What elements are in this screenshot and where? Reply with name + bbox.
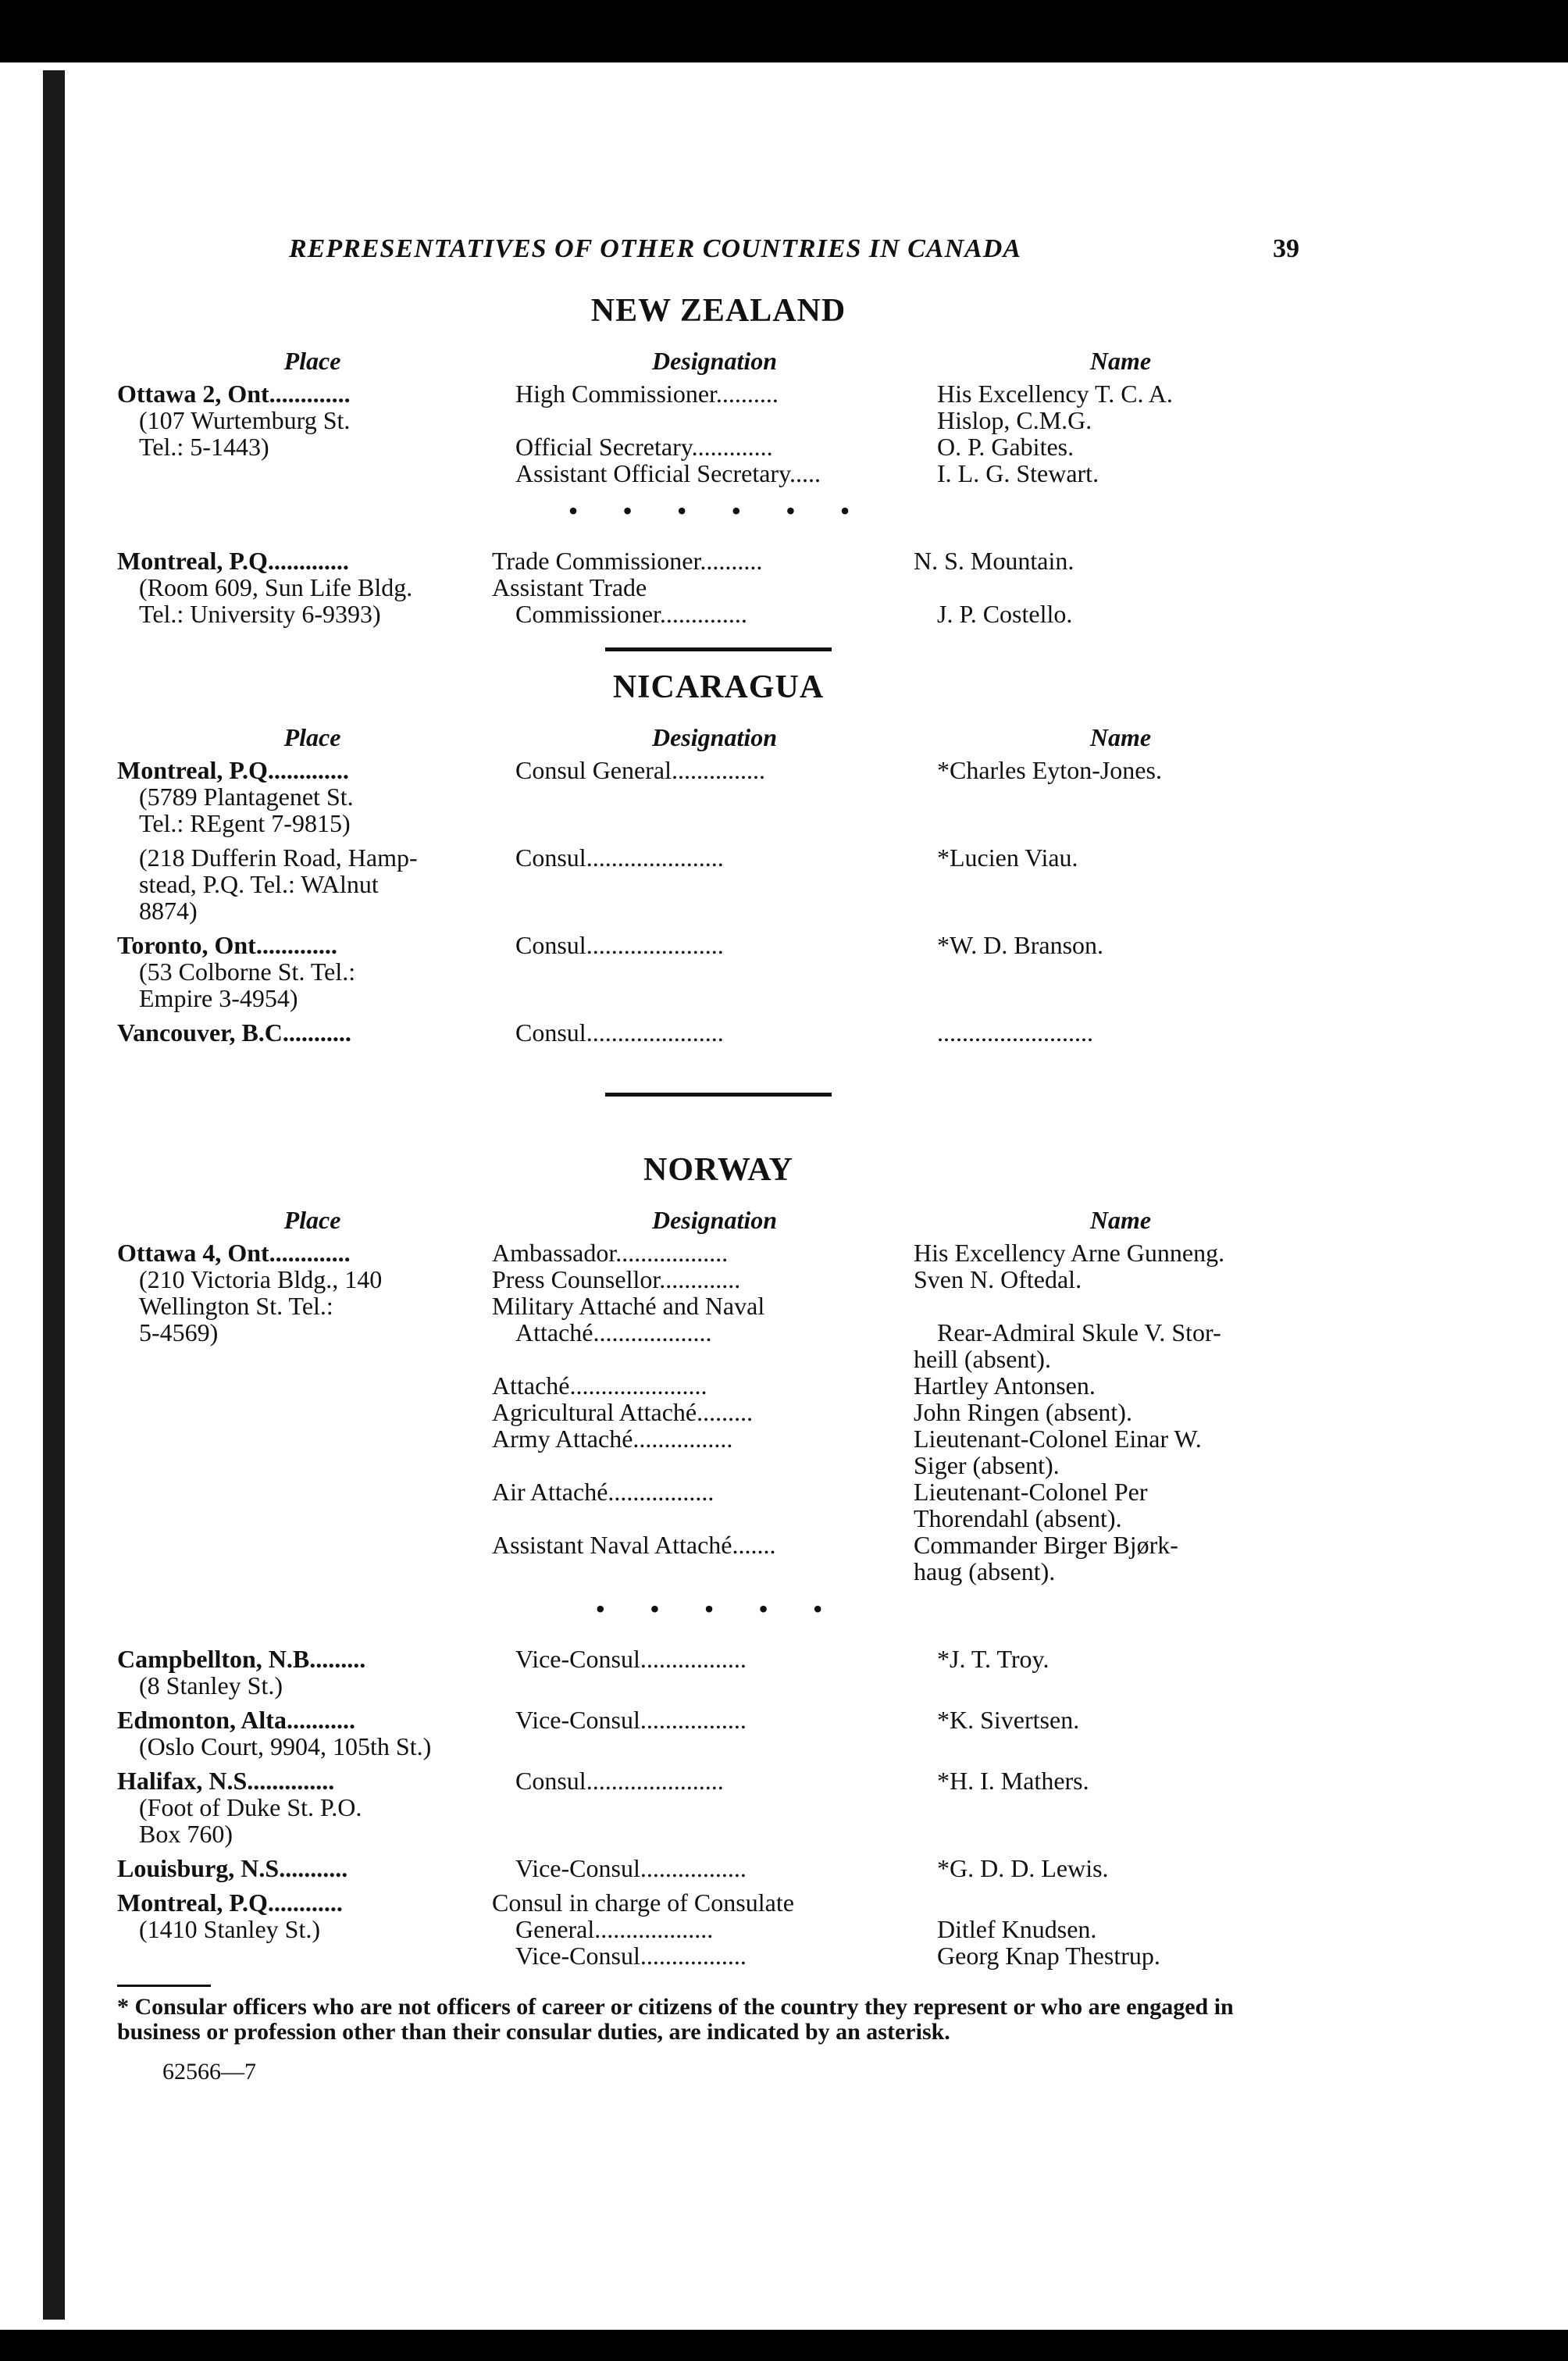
nor-campbellton-row	[117, 1646, 1320, 1699]
designation: Attaché...................	[515, 1318, 712, 1346]
name: Sven N. Oftedal.	[914, 1265, 1082, 1293]
column-headers	[117, 1206, 1320, 1235]
name: Hartley Antonsen.	[914, 1371, 1096, 1400]
place: Halifax, N.S..............	[117, 1767, 335, 1795]
designation: Assistant Naval Attaché.......	[492, 1531, 776, 1559]
name: Lieutenant-Colonel Per	[914, 1478, 1148, 1506]
nic-toronto-row	[117, 932, 1320, 1011]
col-place: Place	[283, 723, 341, 751]
name: *G. D. D. Lewis.	[937, 1854, 1109, 1882]
designation: Consul......................	[515, 931, 724, 959]
designation: Consul General...............	[515, 756, 765, 784]
designation: Assistant Official Secretary.....	[515, 459, 821, 487]
place: Louisburg, N.S...........	[117, 1854, 348, 1882]
address: (8 Stanley St.)	[139, 1671, 283, 1699]
designation: Army Attaché................	[492, 1425, 733, 1453]
name: His Excellency T. C. A.	[937, 380, 1173, 408]
designation: Agricultural Attaché.........	[492, 1398, 754, 1426]
place: Montreal, P.Q............	[117, 1888, 343, 1917]
name: *W. D. Branson.	[937, 931, 1104, 959]
col-place: Place	[283, 1206, 341, 1234]
place: Ottawa 2, Ont.............	[117, 380, 351, 408]
section-title-new-zealand: NEW ZEALAND	[590, 293, 846, 329]
address: (5789 Plantagenet St.	[139, 783, 354, 811]
scan-top-border	[0, 0, 1568, 62]
name: Hislop, C.M.G.	[937, 406, 1092, 434]
section-divider	[605, 1093, 832, 1097]
address: (218 Dufferin Road, Hamp-	[139, 843, 418, 872]
name: Rear-Admiral Skule V. Stor-	[937, 1318, 1221, 1346]
running-title: REPRESENTATIVES OF OTHER COUNTRIES IN CANADA	[289, 234, 1022, 263]
name: His Excellency Arne Gunneng.	[914, 1239, 1225, 1267]
address: (210 Victoria Bldg., 140	[139, 1265, 383, 1293]
scan-binding-edge	[43, 70, 65, 2320]
nz-montreal-row	[117, 547, 1320, 627]
document-page	[117, 234, 1320, 2085]
separator-dots: • • • • • •	[568, 495, 869, 526]
address: (Foot of Duke St. P.O.	[139, 1793, 362, 1821]
nor-montreal-row	[117, 1889, 1320, 1969]
designation: Vice-Consul.................	[515, 1706, 747, 1734]
address: stead, P.Q. Tel.: WAlnut	[139, 870, 379, 898]
designation: Vice-Consul.................	[515, 1645, 747, 1673]
place: Ottawa 4, Ont.............	[117, 1239, 351, 1267]
section-title-norway: NORWAY	[643, 1152, 793, 1188]
telephone: Tel.: REgent 7-9815)	[139, 809, 351, 837]
print-code: 62566—7	[162, 2059, 256, 2085]
name: .........................	[937, 1018, 1093, 1047]
address: Box 760)	[139, 1820, 233, 1848]
place: Vancouver, B.C...........	[117, 1018, 351, 1047]
col-place: Place	[283, 347, 341, 375]
telephone: 5-4569)	[139, 1318, 219, 1346]
column-headers	[117, 723, 1320, 752]
name: *H. I. Mathers.	[937, 1767, 1089, 1795]
section-divider	[605, 647, 832, 651]
page-number: 39	[1273, 234, 1299, 263]
address: (107 Wurtemburg St.	[139, 406, 351, 434]
name: Ditlef Knudsen.	[937, 1915, 1097, 1943]
col-name: Name	[1089, 347, 1152, 375]
col-name: Name	[1089, 723, 1152, 751]
designation: Assistant Trade	[492, 573, 647, 601]
nic-vancouver-row	[117, 1019, 1320, 1046]
designation: Consul in charge of Consulate	[492, 1888, 794, 1917]
designation: Consul......................	[515, 1767, 724, 1795]
place: Edmonton, Alta...........	[117, 1706, 355, 1734]
name: *Lucien Viau.	[937, 843, 1078, 872]
footnote: * Consular officers who are not officers of career or citizens of the country they represent or who are engaged in business or profession other than their consular duties, are indicated by an asterisk.	[117, 1994, 1234, 2045]
section-title-nicaragua: NICARAGUA	[612, 669, 825, 705]
name: Lieutenant-Colonel Einar W.	[914, 1425, 1202, 1453]
designation: Press Counsellor.............	[492, 1265, 741, 1293]
designation: General...................	[515, 1915, 714, 1943]
telephone: Empire 3-4954)	[139, 984, 298, 1012]
name: *Charles Eyton-Jones.	[937, 756, 1162, 784]
address: (1410 Stanley St.)	[139, 1915, 320, 1943]
page-header	[117, 234, 1320, 281]
place: Montreal, P.Q.............	[117, 756, 349, 784]
name: Thorendahl (absent).	[914, 1504, 1122, 1532]
nz-ottawa-row	[117, 380, 1320, 487]
column-headers	[117, 347, 1320, 376]
name: O. P. Gabites.	[937, 433, 1074, 461]
address: Wellington St. Tel.:	[139, 1292, 333, 1320]
col-name: Name	[1089, 1206, 1152, 1234]
designation: Vice-Consul.................	[515, 1942, 747, 1970]
name: Commander Birger Bjørk-	[914, 1531, 1178, 1559]
name: heill (absent).	[914, 1345, 1051, 1373]
name: J. P. Costello.	[937, 600, 1073, 628]
nor-halifax-row	[117, 1767, 1320, 1847]
name: Siger (absent).	[914, 1451, 1060, 1479]
designation: Military Attaché and Naval	[492, 1292, 765, 1320]
name: I. L. G. Stewart.	[937, 459, 1099, 487]
designation: High Commissioner..........	[515, 380, 779, 408]
separator-dots: • • • • •	[595, 1593, 842, 1625]
nic-hampstead-row	[117, 844, 1320, 924]
name: N. S. Mountain.	[914, 547, 1074, 575]
telephone: Tel.: University 6-9393)	[139, 600, 381, 628]
col-designation: Designation	[651, 1206, 778, 1234]
designation: Commissioner..............	[515, 600, 747, 628]
nor-ottawa-row	[117, 1239, 1320, 1585]
place: Campbellton, N.B.........	[117, 1645, 366, 1673]
designation: Air Attaché.................	[492, 1478, 715, 1506]
address: (Oslo Court, 9904, 105th St.)	[139, 1732, 432, 1760]
telephone: 8874)	[139, 897, 198, 925]
name: haug (absent).	[914, 1557, 1056, 1585]
place: Toronto, Ont.............	[117, 931, 337, 959]
telephone: Tel.: 5-1443)	[139, 433, 269, 461]
col-designation: Designation	[651, 723, 778, 751]
designation: Official Secretary.............	[515, 433, 773, 461]
designation: Attaché......................	[492, 1371, 707, 1400]
designation: Vice-Consul.................	[515, 1854, 747, 1882]
name: John Ringen (absent).	[914, 1398, 1132, 1426]
designation: Consul......................	[515, 1018, 724, 1047]
col-designation: Designation	[651, 347, 778, 375]
designation: Consul......................	[515, 843, 724, 872]
designation: Ambassador..................	[492, 1239, 729, 1267]
name: *J. T. Troy.	[937, 1645, 1049, 1673]
name: Georg Knap Thestrup.	[937, 1942, 1160, 1970]
address: (53 Colborne St. Tel.:	[139, 958, 356, 986]
designation: Trade Commissioner..........	[492, 547, 763, 575]
address: (Room 609, Sun Life Bldg.	[139, 573, 413, 601]
nor-edmonton-row	[117, 1707, 1320, 1760]
place: Montreal, P.Q.............	[117, 547, 349, 575]
nic-montreal-row	[117, 757, 1320, 836]
name: *K. Sivertsen.	[937, 1706, 1080, 1734]
footnote-rule	[117, 1985, 211, 1987]
scan-bottom-border	[0, 2330, 1568, 2361]
nor-louisburg-row	[117, 1855, 1320, 1881]
